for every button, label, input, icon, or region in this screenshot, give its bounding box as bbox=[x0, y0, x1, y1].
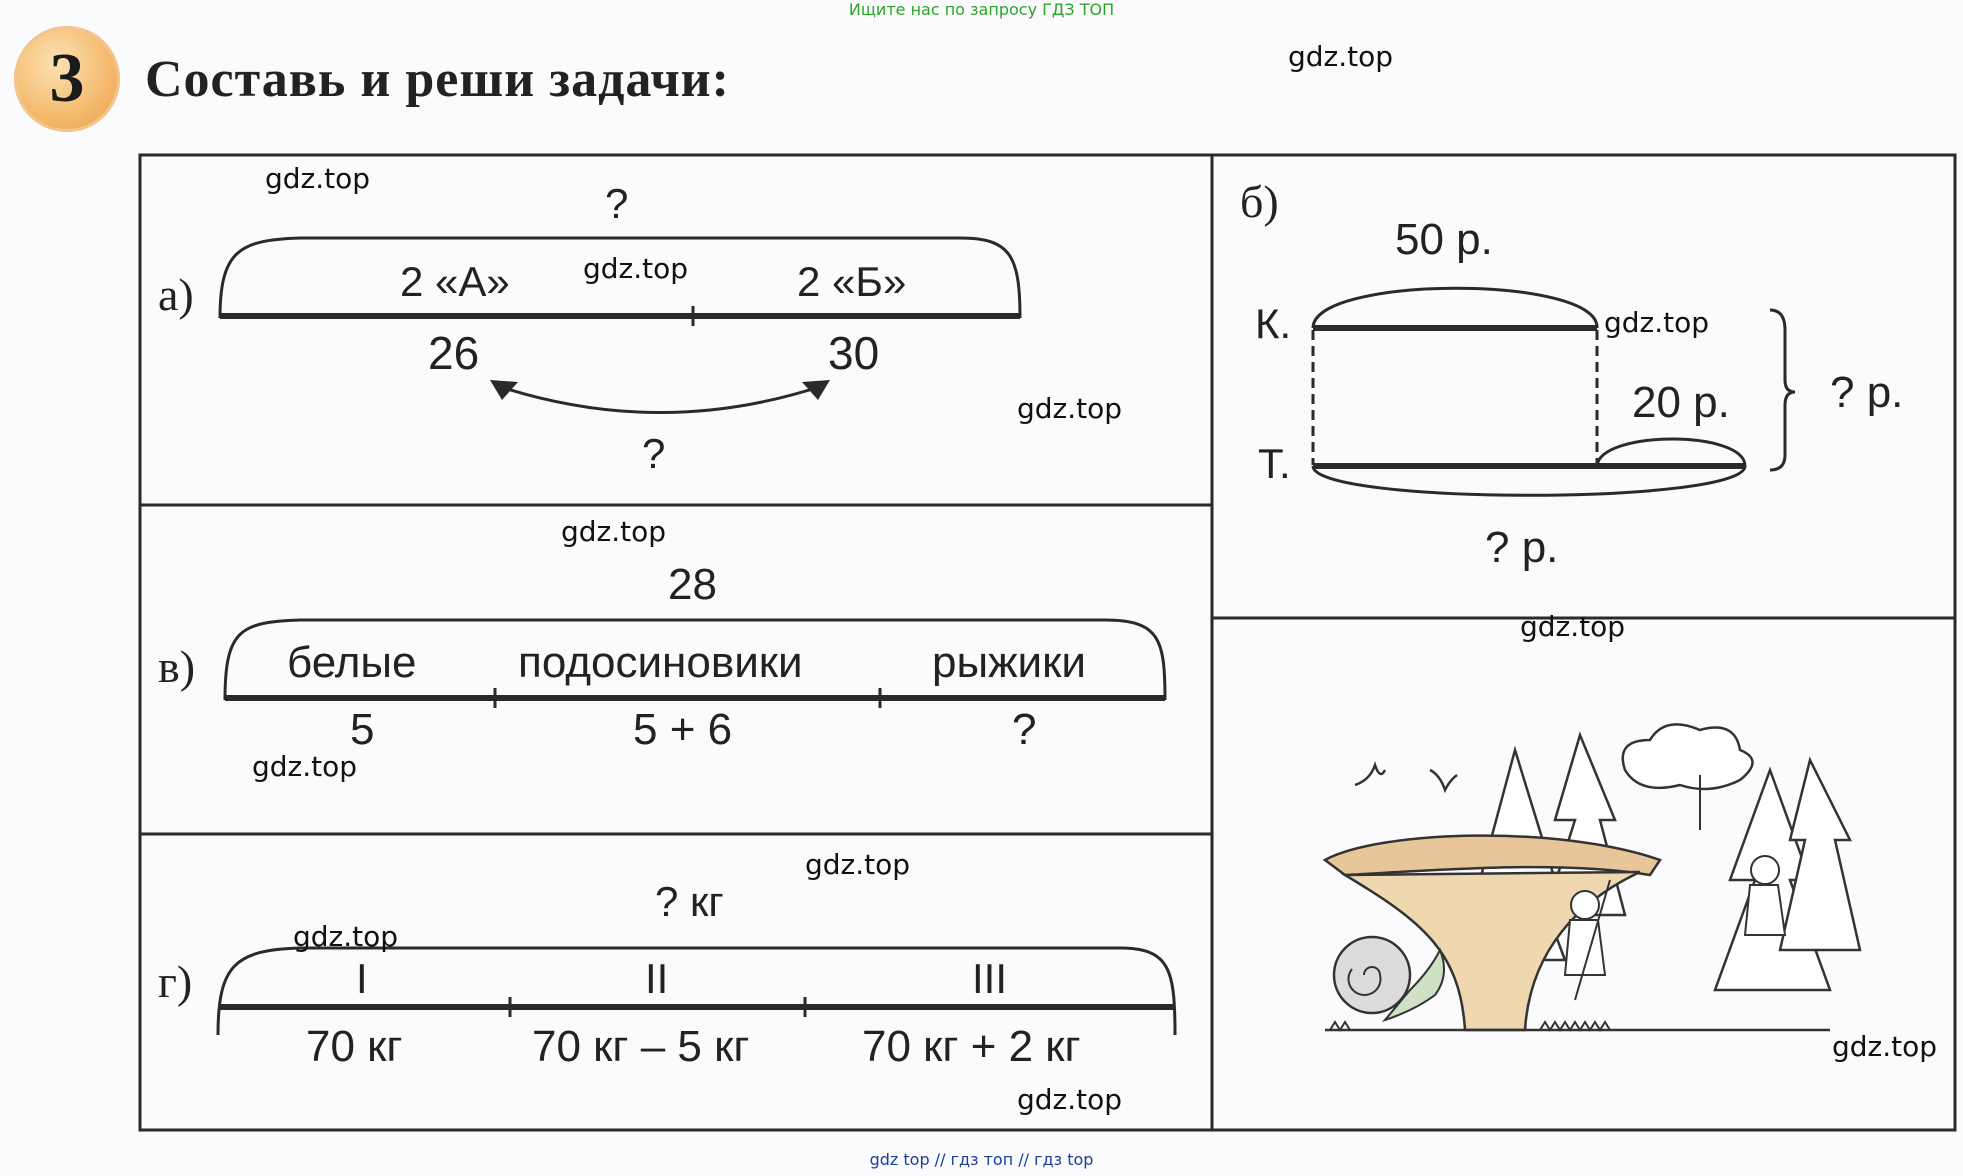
watermark: gdz.top bbox=[293, 920, 399, 953]
part-g-total: ? кг bbox=[655, 878, 724, 925]
part-v-letter: в) bbox=[158, 641, 196, 692]
part-v-value-2: 5 + 6 bbox=[633, 705, 733, 754]
part-g-value-1: 70 кг bbox=[306, 1022, 403, 1071]
part-b-row-t: Т. bbox=[1258, 440, 1291, 487]
part-a-label-left: 2 «А» bbox=[400, 258, 510, 305]
mushroom-snail-forest-illustration bbox=[1325, 724, 1860, 1030]
part-v-label-2: подосиновики bbox=[518, 638, 803, 687]
top-banner[interactable]: Ищите нас по запросу ГДЗ ТОП bbox=[848, 0, 1115, 19]
part-a-value-right: 30 bbox=[828, 327, 880, 379]
part-a-letter: а) bbox=[158, 269, 194, 320]
part-b-top-value: 50 р. bbox=[1395, 215, 1493, 264]
part-g-letter: г) bbox=[158, 956, 193, 1007]
part-a-value-left: 26 bbox=[428, 327, 480, 379]
part-a-label-right: 2 «Б» bbox=[797, 258, 907, 305]
part-g-value-3: 70 кг + 2 кг bbox=[862, 1022, 1081, 1071]
part-b-sum: ? р. bbox=[1830, 368, 1904, 417]
part-v-value-1: 5 bbox=[350, 705, 375, 754]
part-b-row-k: К. bbox=[1255, 300, 1292, 347]
watermark: gdz.top bbox=[1520, 610, 1626, 643]
part-b-extra: 20 р. bbox=[1632, 378, 1730, 427]
part-g-label-2: II bbox=[645, 955, 669, 1002]
part-a-difference: ? bbox=[642, 430, 666, 477]
part-v-total: 28 bbox=[668, 560, 717, 609]
task-title: Составь и реши задачи: bbox=[145, 51, 730, 108]
watermark: gdz.top bbox=[805, 848, 911, 881]
part-b-letter: б) bbox=[1240, 176, 1279, 227]
part-v-label-1: белые bbox=[287, 638, 417, 687]
watermark: gdz.top bbox=[1288, 40, 1394, 73]
part-g-label-1: I bbox=[356, 955, 368, 1002]
watermark: gdz.top bbox=[1017, 1083, 1123, 1116]
part-g-value-2: 70 кг – 5 кг bbox=[532, 1022, 750, 1071]
watermark: gdz.top bbox=[252, 750, 358, 783]
part-b-bottom: ? р. bbox=[1485, 523, 1559, 572]
part-a-total: ? bbox=[605, 180, 629, 227]
watermark: gdz.top bbox=[265, 162, 371, 195]
watermark: gdz.top bbox=[1017, 392, 1123, 425]
part-g-label-3: III bbox=[972, 955, 1008, 1002]
part-v-label-3: рыжики bbox=[932, 638, 1086, 687]
watermark: gdz.top bbox=[1604, 306, 1710, 339]
part-v-value-3: ? bbox=[1012, 705, 1037, 754]
watermark: gdz.top bbox=[1832, 1030, 1938, 1063]
bottom-banner[interactable]: gdz top // гдз топ // гдз top bbox=[869, 1150, 1094, 1169]
task-number: 3 bbox=[49, 40, 85, 117]
watermark: gdz.top bbox=[583, 252, 689, 285]
watermark: gdz.top bbox=[561, 515, 667, 548]
